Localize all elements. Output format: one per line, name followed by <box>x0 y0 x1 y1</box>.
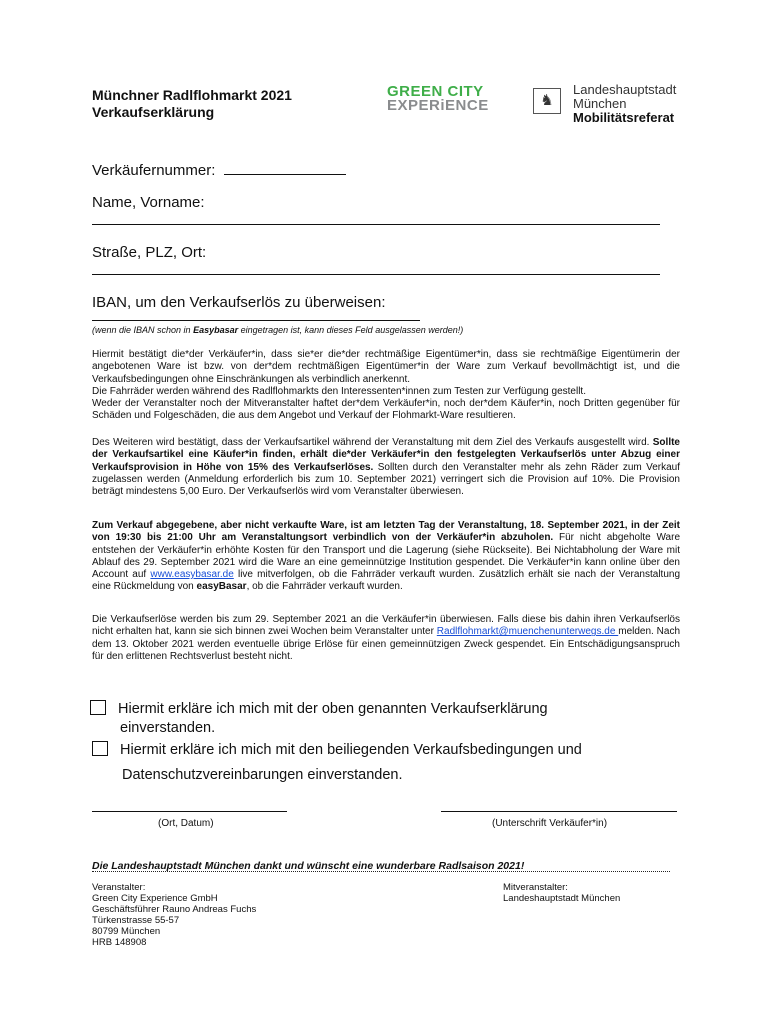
place-date-label: (Ort, Datum) <box>158 818 214 829</box>
iban-label: IBAN, um den Verkaufserlös zu überweisen: <box>92 294 386 311</box>
city-line-1: Landeshauptstadt <box>573 82 677 97</box>
iban-note-bold: Easybasar <box>193 325 239 335</box>
dotted-divider <box>92 871 670 872</box>
organizer-hrb: HRB 148908 <box>92 937 147 948</box>
organizer-street: Türkenstrasse 55-57 <box>92 915 180 926</box>
organizer-block <box>92 882 256 948</box>
co-organizer-name: Landeshauptstadt München <box>503 893 621 904</box>
p3-bold-easybasar: easyBasar <box>196 581 247 593</box>
consent-2-line1: Hiermit erkläre ich mich mit den beiliegenden Verkaufsbedingungen und <box>120 742 582 758</box>
name-label: Name, Vorname: <box>92 194 205 211</box>
organizer-city: 80799 München <box>92 926 161 937</box>
organizer-ceo: Geschäftsführer Rauno Andreas Fuchs <box>92 904 257 915</box>
consent-row-1[interactable] <box>90 700 548 738</box>
iban-note <box>92 325 463 335</box>
p3-bold: Zum Verkauf abgegebene, aber nicht verkaufte Ware, ist am letzten Tag der Veranstaltung, 18. September 2021, in der Zeit von 19:30 bis 21:00 Uhr am Veranstaltungsort verbindlich von der Verkäufer*in abzuholen. <box>92 520 680 544</box>
seller-number-field[interactable] <box>92 160 346 179</box>
p3-text-b: live mitverfolgen, ob die Fahrräder verkauft wurden. Zusätzlich erhält sie nach der Veranstaltung eine Rückmeldung von <box>92 569 681 593</box>
p4-text-a: Die Verkaufserlöse werden bis zum 29. September 2021 an die Verkäufer*in überwiesen. Falls diese bis dahin ihren Verkaufserlös nicht erhalten hat, kann sie sich binnen zwei Wochen beim Veranstalter unter <box>92 614 680 638</box>
signature-label: (Unterschrift Verkäufer*in) <box>492 818 608 829</box>
p2-bold: Sollte der Verkaufsartikel eine Käufer*in finden, erhält die*der Verkäufer*in den festgelegten Verkaufserlös unter Abzug einer Verkaufsprovision in Höhe von 15% des Verkaufserlöses. <box>92 437 680 473</box>
title-line-2: Verkaufserklärung <box>92 104 215 120</box>
p1-line3: Weder der Veranstalter noch der Mitveranstalter haftet der*dem Verkäufer*in, noch der*dem Käufer*in, noch Dritten gegenüber für Schäden und Folgeschäden, die aus dem Angebot und Verkauf der Flohmarkt-Ware resultieren. <box>92 398 680 422</box>
signature-line[interactable] <box>441 811 677 812</box>
co-organizer-block <box>503 882 620 904</box>
seller-number-line[interactable] <box>224 160 346 175</box>
consent-1-line2: einverstanden. <box>120 720 216 736</box>
consent-2-line2: Datenschutzvereinbarungen einverstanden. <box>122 767 403 783</box>
organizer-name: Green City Experience GmbH <box>92 893 218 904</box>
iban-note-pre: (wenn die IBAN schon in <box>92 325 194 335</box>
email-link[interactable]: Radlflohmarkt@muenchenunterwegs.de <box>436 626 619 638</box>
city-line-3: Mobilitätsreferat <box>573 110 675 125</box>
paragraph-payout <box>92 614 680 663</box>
p4-text-b: melden. Nach dem 13. Oktober 2021 werden eventuelle übrige Erlöse für einen gemeinnützigen Zweck gespendet. Ein Entschädigungsanspruch für den erlittenen Rechtsverlust besteht nicht. <box>92 626 681 662</box>
paragraph-ownership <box>92 349 680 423</box>
green-city-logo <box>387 85 489 113</box>
p3-text-c: , ob die Fahrräder verkauft wurden. <box>246 581 403 593</box>
address-input-line[interactable] <box>92 274 660 275</box>
logo-gce-line1: GREEN CITY <box>387 83 484 100</box>
paragraph-commission <box>92 437 680 498</box>
title-line-1: Münchner Radlflohmarkt 2021 <box>92 87 292 103</box>
p1-line2: Die Fahrräder werden während des Radlflohmarkts den Interessenten*innen zum Testen zur Verfügung gestellt. <box>92 385 586 397</box>
city-line-2: München <box>573 96 627 111</box>
thanks-line: Die Landeshauptstadt München dankt und wünscht eine wunderbare Radlsaison 2021! <box>92 860 525 872</box>
p2-text-a: Des Weiteren wird bestätigt, dass der Verkaufsartikel während der Veranstaltung mit dem Ziel des Verkaufs ausgestellt wird. <box>92 437 653 448</box>
munich-crest-icon: ♞ <box>533 88 561 114</box>
consent-checkbox-1[interactable] <box>90 700 106 715</box>
co-organizer-label: Mitveranstalter: <box>503 882 568 893</box>
address-label: Straße, PLZ, Ort: <box>92 244 207 261</box>
consent-checkbox-2[interactable] <box>92 741 108 756</box>
easybasar-link[interactable]: www.easybasar.de <box>150 569 234 581</box>
city-logo <box>573 83 676 125</box>
p3-text-a: Für nicht abgeholte Ware entstehen der Verkäufer*in erhöhte Kosten für den Transport und die Lagerung (siehe Rückseite). Bei Nichtabholung der Ware mit Ablauf des 29. September 2021 wird die Ware an eine gemeinnützige Institution gespendet. Die Verkäufer*in kann online über den Account auf <box>92 532 680 581</box>
logo-gce-line2: EXPERiENCE <box>387 97 489 114</box>
iban-input-line[interactable] <box>92 320 420 321</box>
seller-number-label: Verkäufernummer: <box>92 162 216 179</box>
p2-text-b: Sollten durch den Veranstalter mehr als zehn Räder zum Verkauf zugelassen werden (Anmeldung erforderlich bis zum 10. September 2021) verringert sich die Provision auf 10%. Die Provision beträgt mindestens 5,00 Euro. Der Verkaufserlös wird vom Veranstalter überwiesen. <box>92 461 680 498</box>
p1-line1: Hiermit bestätigt die*der Verkäufer*in, dass sie*er die*der rechtmäßige Eigentümer*in, dass sie rechtmäßige Eigentümerin der angebotenen Ware ist bzw. von der*dem rechtmäßigen Eigentümer*in der Ware zum Verkauf bevollmächtigt ist, und die Verkaufsbedingungen ohne Einschränkungen als verbindlich anerkennt. <box>92 349 680 385</box>
paragraph-pickup <box>92 520 680 594</box>
document-title <box>92 87 292 121</box>
organizer-label: Veranstalter: <box>92 882 146 893</box>
consent-1-line1: Hiermit erkläre ich mich mit der oben genannten Verkaufserklärung <box>118 701 548 717</box>
iban-note-post: eingetragen ist, kann dieses Feld ausgelassen werden!) <box>238 325 464 335</box>
place-date-line[interactable] <box>92 811 287 812</box>
consent-row-2[interactable] <box>92 741 582 785</box>
name-input-line[interactable] <box>92 224 660 225</box>
